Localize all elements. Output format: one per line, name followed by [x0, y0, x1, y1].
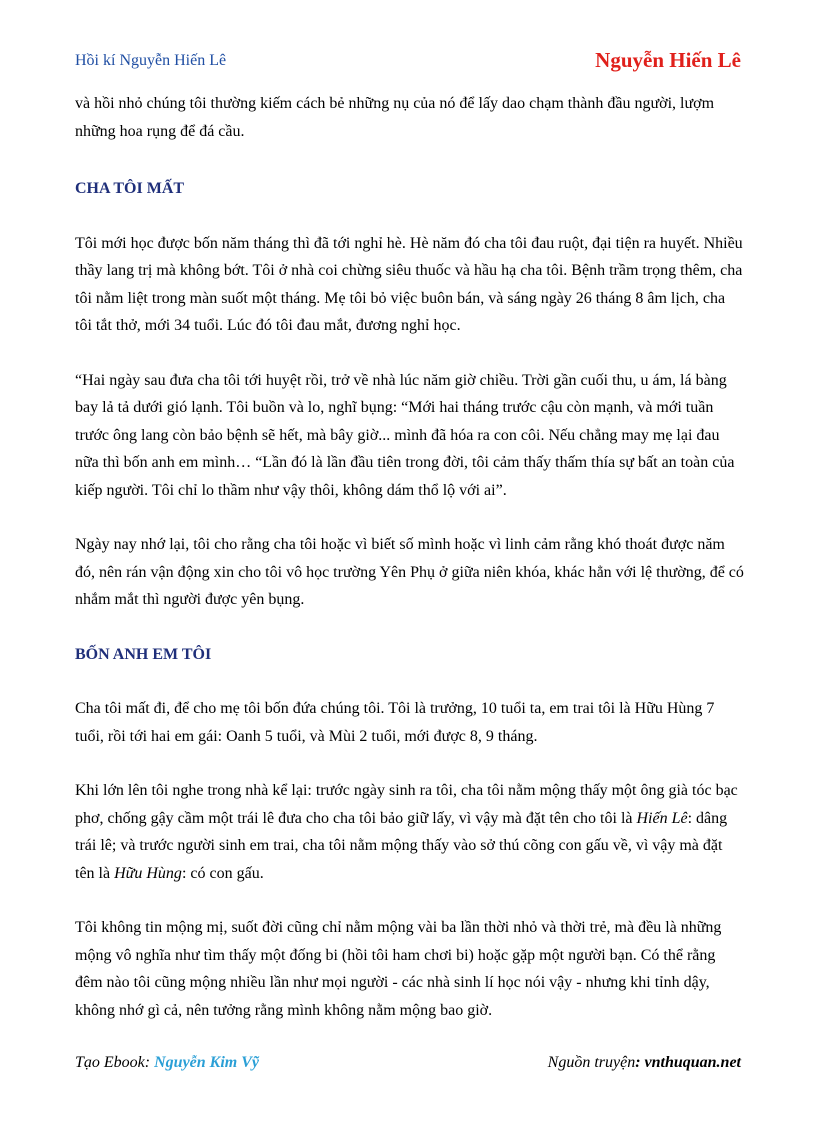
source-label: Nguồn truyện — [547, 1054, 636, 1071]
section-heading-cha-toi-mat: CHA TÔI MẤT — [75, 180, 185, 197]
paragraph: Ngày nay nhớ lại, tôi cho rằng cha tôi hoặc vì biết số mình hoặc vì linh cảm rằng khó thoát được năm đó, nên rán vận động xin cho tôi vô học trường Yên Phụ ở giữa niên khóa, khác hẳn với lệ thường, để có nhắm mắt thì người được yên bụng. — [75, 536, 744, 608]
author-name: Nguyễn Hiến Lê — [595, 48, 741, 72]
ebook-separator: : — [144, 1054, 155, 1071]
ebook-credit — [75, 1054, 259, 1072]
paragraph: Cha tôi mất đi, để cho mẹ tôi bốn đứa chúng tôi. Tôi là trưởng, 10 tuổi ta, em trai tôi là Hữu Hùng 7 tuổi, rồi tới hai em gái: Oanh 5 tuổi, và Mùi 2 tuổi, mới được 8, 9 tháng. — [75, 700, 715, 745]
intro-paragraph: và hồi nhỏ chúng tôi thường kiếm cách bẻ những nụ của nó để lấy dao chạm thành đầu người, lượm những hoa rụng để đá cầu. — [75, 95, 715, 140]
paragraph-text: : dâng trái lê; và trước người sinh em trai, cha tôi nằm mộng thấy vào sở thú cõng con gấu về, vì vậy mà đặt tên là — [75, 809, 728, 882]
name-hien-le: Hiến Lê — [636, 809, 688, 827]
ebook-creator-name: Nguyễn Kim Vỹ — [154, 1054, 259, 1071]
paragraph: “Hai ngày sau đưa cha tôi tới huyệt rồi, trở về nhà lúc năm giờ chiều. Trời gần cuối thu, u ám, lá bàng bay lả tả dưới gió lạnh. Tôi buồn và lo, nghĩ bụng: “Mới hai tháng trước cậu còn mạnh, và mới tuần trước ông lang còn bảo bệnh sẽ hết, mà bây giờ... mình đã hóa ra con côi. Nếu chẳng may mẹ lại đau nữa thì bốn anh em mình… “Lần đó là lần đầu tiên trong đời, tôi cảm thấy thấm thía sự bất an toàn của kiếp người. Tôi chỉ lo thầm như vậy thôi, không dám thổ lộ với ai”. — [75, 371, 735, 499]
section-heading-bon-anh-em-toi: BỐN ANH EM TÔI — [75, 645, 212, 663]
ebook-label: Tạo Ebook — [75, 1054, 145, 1071]
paragraph: Tôi không tin mộng mị, suốt đời cũng chỉ nằm mộng vài ba lần thời nhỏ và thời trẻ, mà đều là những mộng vô nghĩa như tìm thấy một đống bi (hồi tôi ham chơi bi) hoặc gặp một người bạn. Có thể rằng đêm nào tôi cũng mộng nhiều lần như mọi người - các nhà sinh lí học nói vậy - nhưng khi tỉnh dậy, không nhớ gì cả, nên tưởng rằng mình không nằm mộng bao giờ. — [75, 919, 722, 1019]
paragraph-text: : có con gấu. — [181, 864, 264, 882]
book-title: Hồi kí Nguyễn Hiến Lê — [75, 52, 227, 69]
source-separator: : — [635, 1054, 645, 1071]
paragraph: Tôi mới học được bốn năm tháng thì đã tới nghỉ hè. Hè năm đó cha tôi đau ruột, đại tiện ra huyết. Nhiều thầy lang trị mà không bớt. Tôi ở nhà coi chừng siêu thuốc và hầu hạ cha tôi. Bệnh trầm trọng thêm, cha tôi nằm liệt trong màn suốt một tháng. Mẹ tôi bỏ việc buôn bán, và sáng ngày 26 tháng 8 âm lịch, cha tôi tắt thở, mới 34 tuổi. Lúc đó tôi đau mắt, đương nghỉ học. — [75, 234, 743, 334]
source-credit — [548, 1054, 741, 1072]
paragraph-text: Khi lớn lên tôi nghe trong nhà kể lại: trước ngày sinh ra tôi, cha tôi nằm mộng thấy một ông già tóc bạc phơ, chống gậy cầm một trái lê đưa cho cha tôi bảo giữ lấy, vì vậy mà đặt tên cho tôi là — [75, 782, 738, 827]
paragraph — [75, 777, 745, 887]
source-site: vnthuquan.net — [644, 1054, 741, 1071]
name-huu-hung: Hữu Hùng — [114, 864, 182, 882]
page-content — [75, 90, 745, 1024]
